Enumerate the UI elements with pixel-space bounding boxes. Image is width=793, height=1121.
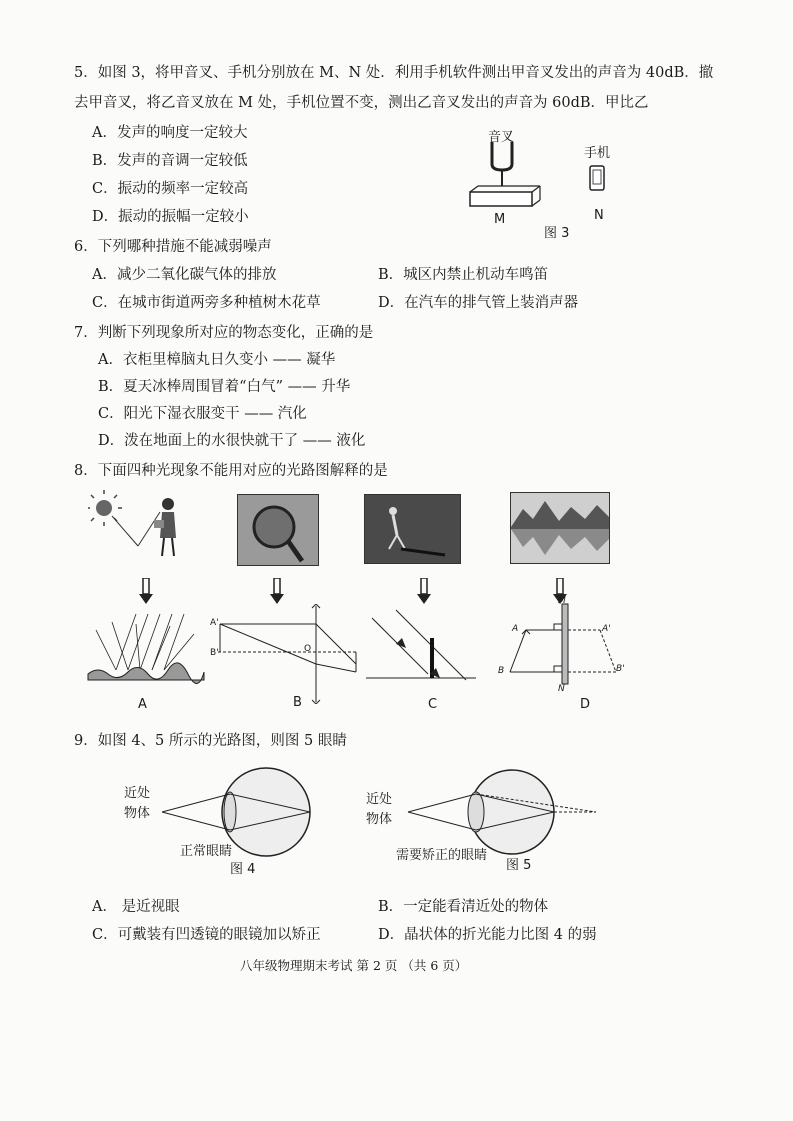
label-d-a: A	[512, 624, 519, 634]
label-n: N	[594, 208, 604, 223]
label-b-a: A'	[210, 618, 219, 628]
q6-option-b: B．城区内禁止机动车鸣笛	[378, 267, 549, 283]
label-b: B	[293, 695, 302, 710]
q6-option-a: A．减少二氧化碳气体的排放	[92, 267, 277, 283]
fig4-caption: 图 4	[230, 862, 256, 877]
reflection-photo	[510, 492, 610, 564]
ray-diagram-c	[366, 608, 476, 696]
magnifier-photo	[237, 494, 319, 566]
q6-stem: 6．下列哪种措施不能减弱噪声	[74, 239, 272, 255]
q6-option-c: C．在城市街道两旁多种植树木花草	[92, 295, 321, 311]
q5-option-c: C．振动的频率一定较高	[92, 181, 249, 197]
label-c: C	[428, 697, 438, 712]
q5-stem-line1: 5．如图 3，将甲音叉、手机分别放在 M、N 处．利用手机软件测出甲音叉发出的声音为 40dB．撤	[74, 65, 714, 81]
phone-label: 手机	[584, 146, 611, 161]
q9-option-d: D．晶状体的折光能力比图 4 的弱	[378, 927, 597, 943]
fig4-obj-line1: 近处	[124, 786, 151, 801]
shadow-photo	[364, 494, 461, 564]
label-b-b: B'	[210, 648, 219, 658]
q7-option-b: B．夏天冰棒周围冒着“白气” —— 升华	[98, 379, 351, 395]
ray-diagram-d	[496, 596, 636, 696]
label-d-a2: A'	[602, 624, 611, 634]
label-d-m: M	[558, 596, 566, 606]
label-d-n: N	[558, 684, 565, 694]
label-m: M	[494, 212, 506, 227]
fig5-name: 需要矫正的眼睛	[396, 848, 488, 863]
figure-3	[460, 120, 640, 240]
arrow-c-icon	[417, 578, 431, 604]
q7-option-d: D．泼在地面上的水很快就干了 —— 液化	[98, 433, 366, 449]
figure-4	[118, 758, 318, 877]
figure-3-caption: 图 3	[544, 226, 570, 241]
q8-stem: 8．下面四种光现象不能用对应的光路图解释的是	[74, 463, 388, 479]
fig4-obj-line2: 物体	[124, 806, 151, 821]
ray-diagram-b	[208, 604, 358, 704]
q9-stem: 9．如图 4、5 所示的光路图，则图 5 眼睛	[74, 733, 347, 749]
q7-option-c: C．阳光下湿衣服变干 —— 汽化	[98, 406, 307, 422]
fig4-name: 正常眼睛	[180, 844, 233, 859]
ray-diagram-a	[86, 604, 206, 694]
label-d: D	[580, 697, 591, 712]
q7-stem: 7．判断下列现象所对应的物态变化，正确的是	[74, 325, 374, 341]
q6-option-d: D．在汽车的排气管上装消声器	[378, 295, 579, 311]
label-a: A	[138, 697, 147, 712]
q9-option-b: B．一定能看清近处的物体	[378, 899, 549, 915]
sun-shadow-picture	[88, 490, 198, 560]
label-d-b: B	[498, 666, 505, 676]
arrow-a-icon	[139, 578, 153, 604]
arrow-b-icon	[270, 578, 284, 604]
label-d-b2: B'	[616, 664, 625, 674]
q7-option-a: A．衣柜里樟脑丸日久变小 —— 凝华	[98, 352, 336, 368]
label-b-o: O	[304, 644, 312, 654]
fig5-obj-line2: 物体	[366, 812, 393, 827]
fork-label: 音叉	[488, 130, 515, 145]
q5-option-a: A．发声的响度一定较大	[92, 125, 248, 141]
q5-stem-line2: 去甲音叉，将乙音叉放在 M 处，手机位置不变，测出乙音叉发出的声音为 60dB．甲比乙	[74, 95, 649, 111]
figure-5	[362, 758, 602, 874]
page-footer: 八年级物理期末考试 第 2 页 （共 6 页）	[240, 958, 468, 973]
q5-option-d: D．振动的振幅一定较小	[92, 209, 249, 225]
q5-option-b: B．发声的音调一定较低	[92, 153, 248, 169]
fig5-caption: 图 5	[506, 858, 532, 873]
q9-option-a: A． 是近视眼	[92, 899, 180, 915]
q9-option-c: C．可戴装有凹透镜的眼镜加以矫正	[92, 927, 321, 943]
fig5-obj-line1: 近处	[366, 792, 393, 807]
